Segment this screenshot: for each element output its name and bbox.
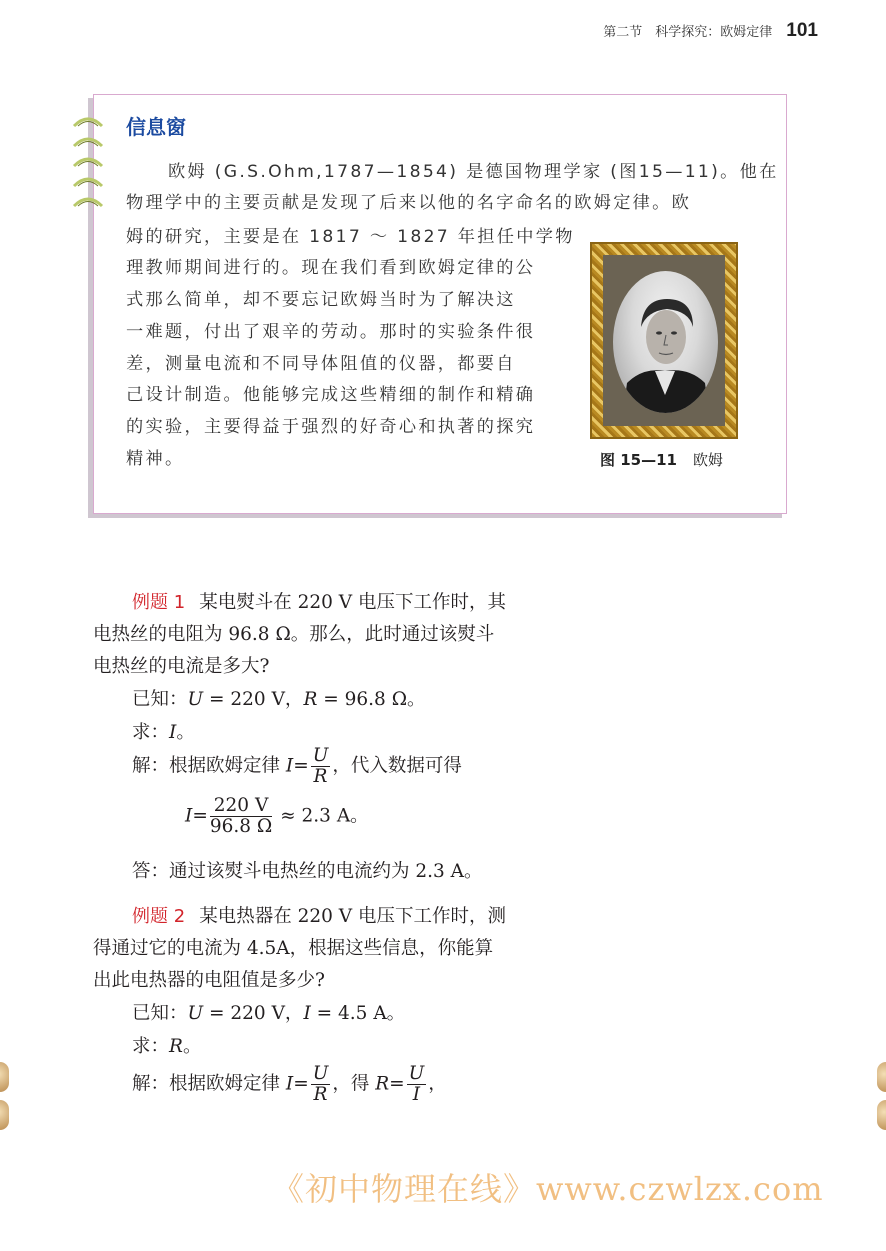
calc-result: ≈ 2.3 A。 bbox=[274, 805, 369, 827]
known-mid: = 220 V， bbox=[203, 1003, 304, 1024]
example1-question-line bbox=[132, 586, 506, 620]
solve-prefix: 解：根据欧姆定律 bbox=[132, 1073, 286, 1095]
fraction-denominator: R bbox=[313, 1084, 328, 1105]
fraction-numerator: 220 V bbox=[210, 796, 272, 817]
equals-sign: = bbox=[293, 755, 309, 777]
figure-caption-text: 欧姆 bbox=[692, 451, 723, 469]
page-edge-tab bbox=[0, 1100, 9, 1130]
known-prefix: 已知： bbox=[132, 689, 188, 710]
example2-known bbox=[132, 997, 405, 1031]
example2-question-line: 出此电热器的电阻值是多少? bbox=[93, 970, 325, 991]
info-line: 差，测量电流和不同导体阻值的仪器，都要自 bbox=[126, 354, 516, 374]
example1-question-line: 电热丝的电阻为 96.8 Ω。那么，此时通过该熨斗 bbox=[93, 624, 495, 645]
info-line: 姆的研究，主要是在 1817 ～ 1827 年担任中学物 bbox=[126, 227, 575, 247]
example1-seek bbox=[132, 716, 195, 750]
equals-sign: = bbox=[192, 805, 208, 827]
example2-q1: 某电热器在 220 V 电压下工作时，测 bbox=[199, 906, 507, 927]
page-edge-tab bbox=[877, 1062, 886, 1092]
resistance-fraction bbox=[407, 1064, 427, 1105]
fraction-numerator: U bbox=[312, 745, 329, 766]
info-line: 物理学中的主要贡献是发现了后来以他的名字命名的欧姆定律。欧 bbox=[126, 193, 692, 213]
seek-prefix: 求： bbox=[132, 722, 170, 743]
known-prefix: 已知： bbox=[132, 1003, 188, 1024]
var-R: R bbox=[303, 689, 318, 710]
known-mid: = 220 V， bbox=[203, 689, 304, 710]
example2-solution bbox=[132, 1064, 447, 1105]
equals-sign: = bbox=[389, 1073, 405, 1095]
fraction-denominator: I bbox=[412, 1084, 421, 1105]
example2-label: 例题 2 bbox=[132, 906, 186, 927]
info-line: 理教师期间进行的。现在我们看到欧姆定律的公 bbox=[126, 258, 536, 278]
fraction-denominator: 96.8 Ω bbox=[209, 816, 273, 837]
example1-question-line: 电热丝的电流是多大? bbox=[93, 656, 270, 677]
info-line: 式那么简单，却不要忘记欧姆当时为了解决这 bbox=[126, 290, 516, 310]
info-line: 己设计制造。他能够完成这些精细的制作和精确 bbox=[126, 385, 536, 405]
binder-rings-icon bbox=[70, 112, 106, 212]
fraction-numerator: U bbox=[312, 1063, 329, 1084]
known-end: = 4.5 A。 bbox=[310, 1003, 406, 1024]
example1-answer: 答：通过该熨斗电热丝的电流约为 2.3 A。 bbox=[132, 861, 483, 882]
example2-seek bbox=[132, 1030, 201, 1064]
example2-question-line: 得通过它的电流为 4.5A，根据这些信息，你能算 bbox=[93, 938, 494, 959]
ohm-law-fraction bbox=[311, 1064, 331, 1105]
watermark: 《初中物理在线》www.czwlzx.com bbox=[272, 1170, 824, 1208]
var-I: I bbox=[285, 755, 294, 777]
solve-mid: ，得 bbox=[332, 1073, 376, 1095]
var-R: R bbox=[375, 1073, 390, 1095]
figure-caption bbox=[600, 449, 723, 470]
info-line: 的实验，主要得益于强烈的好奇心和执著的探究 bbox=[126, 417, 536, 437]
calc-fraction bbox=[210, 796, 272, 837]
var-I: I bbox=[303, 1003, 311, 1024]
equals-sign: = bbox=[293, 1073, 309, 1095]
page-number: 101 bbox=[786, 20, 818, 41]
var-R: R bbox=[169, 1036, 183, 1057]
info-line: 精神。 bbox=[126, 449, 185, 469]
var-I: I bbox=[285, 1073, 294, 1095]
example1-label: 例题 1 bbox=[132, 592, 186, 613]
figure-number: 图 15—11 bbox=[600, 451, 677, 469]
info-window-title: 信息窗 bbox=[126, 115, 186, 139]
fraction-numerator: U bbox=[408, 1063, 425, 1084]
example1-known bbox=[132, 683, 426, 717]
fraction-denominator: R bbox=[313, 766, 328, 787]
section-title: 第二节 科学探究：欧姆定律 bbox=[603, 25, 773, 40]
page-edge-tab bbox=[0, 1062, 9, 1092]
var-I: I bbox=[169, 722, 177, 743]
ohm-law-fraction bbox=[311, 746, 331, 787]
solve-prefix: 解：根据欧姆定律 bbox=[132, 755, 286, 777]
known-end: = 96.8 Ω。 bbox=[317, 689, 426, 710]
example1-q1: 某电熨斗在 220 V 电压下工作时，其 bbox=[199, 592, 507, 613]
info-line: 一难题，付出了艰辛的劳动。那时的实验条件很 bbox=[126, 322, 536, 342]
info-line: 欧姆 (G.S.Ohm,1787—1854) 是德国物理学家 (图15—11)。他在 bbox=[168, 162, 779, 182]
example1-calculation bbox=[185, 796, 369, 837]
ohm-portrait-image bbox=[613, 271, 718, 413]
var-U: U bbox=[187, 1003, 204, 1024]
portrait-frame bbox=[590, 242, 738, 439]
page-edge-tab bbox=[877, 1100, 886, 1130]
var-U: U bbox=[187, 689, 204, 710]
example1-solution bbox=[132, 746, 462, 787]
var-I: I bbox=[185, 805, 193, 827]
seek-prefix: 求： bbox=[132, 1036, 170, 1057]
example2-question-line bbox=[132, 900, 506, 934]
seek-end: 。 bbox=[176, 722, 195, 743]
solve-end: ，代入数据可得 bbox=[332, 755, 462, 777]
seek-end: 。 bbox=[182, 1036, 202, 1057]
solve-end: ， bbox=[428, 1073, 447, 1095]
page-header bbox=[603, 20, 818, 42]
